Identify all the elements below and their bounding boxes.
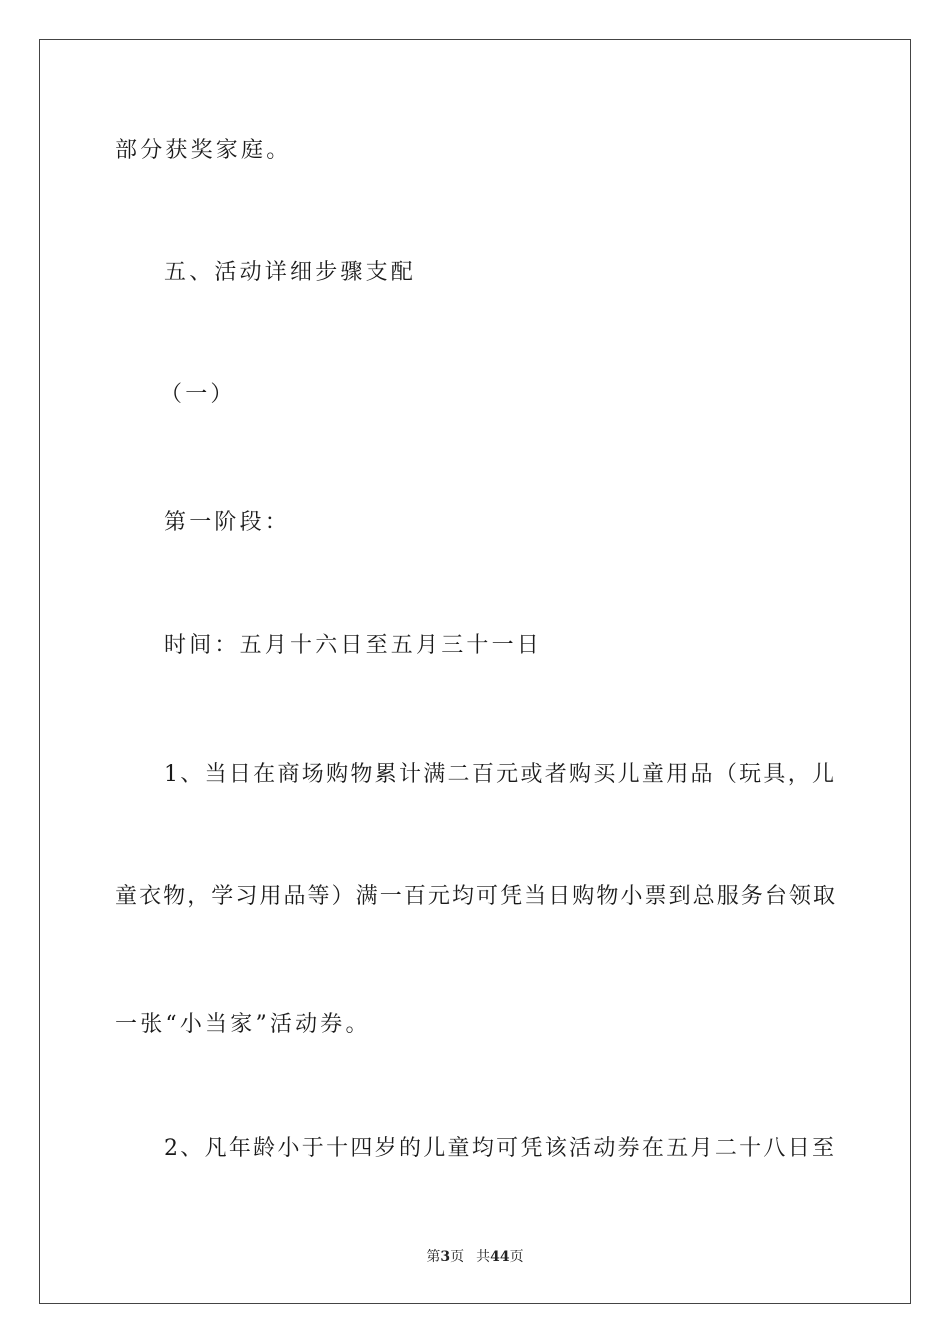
stage-heading: 第一阶段： [164,510,291,535]
footer-page-prefix: 第 [426,1249,441,1265]
item-1-line-2: 童衣物，学习用品等）满一百元均可凭当日购物小票到总服务台领取 [115,884,835,909]
item-2-line-1: 2、凡年龄小于十四岁的儿童均可凭该活动券在五月二十八日至 [164,1136,834,1161]
footer-page-suffix: 页 [450,1249,465,1265]
footer-total-prefix: 共 [476,1249,491,1265]
item-1-line-3: 一张“小当家”活动券。 [115,1012,371,1037]
page-border [39,39,911,1304]
page-footer [0,1247,950,1267]
footer-page-number: 3 [440,1249,451,1265]
item-1-line-1: 1、当日在商场购物累计满二百元或者购买儿童用品（玩具，儿 [164,762,834,787]
footer-total-pages: 44 [490,1249,510,1265]
footer-total-suffix: 页 [509,1249,524,1265]
paragraph-line-1: 部分获奖家庭。 [115,138,292,163]
subsection-marker: （一） [160,382,236,407]
time-line: 时间：五月十六日至五月三十一日 [164,633,543,658]
section-heading: 五、活动详细步骤支配 [164,260,417,285]
